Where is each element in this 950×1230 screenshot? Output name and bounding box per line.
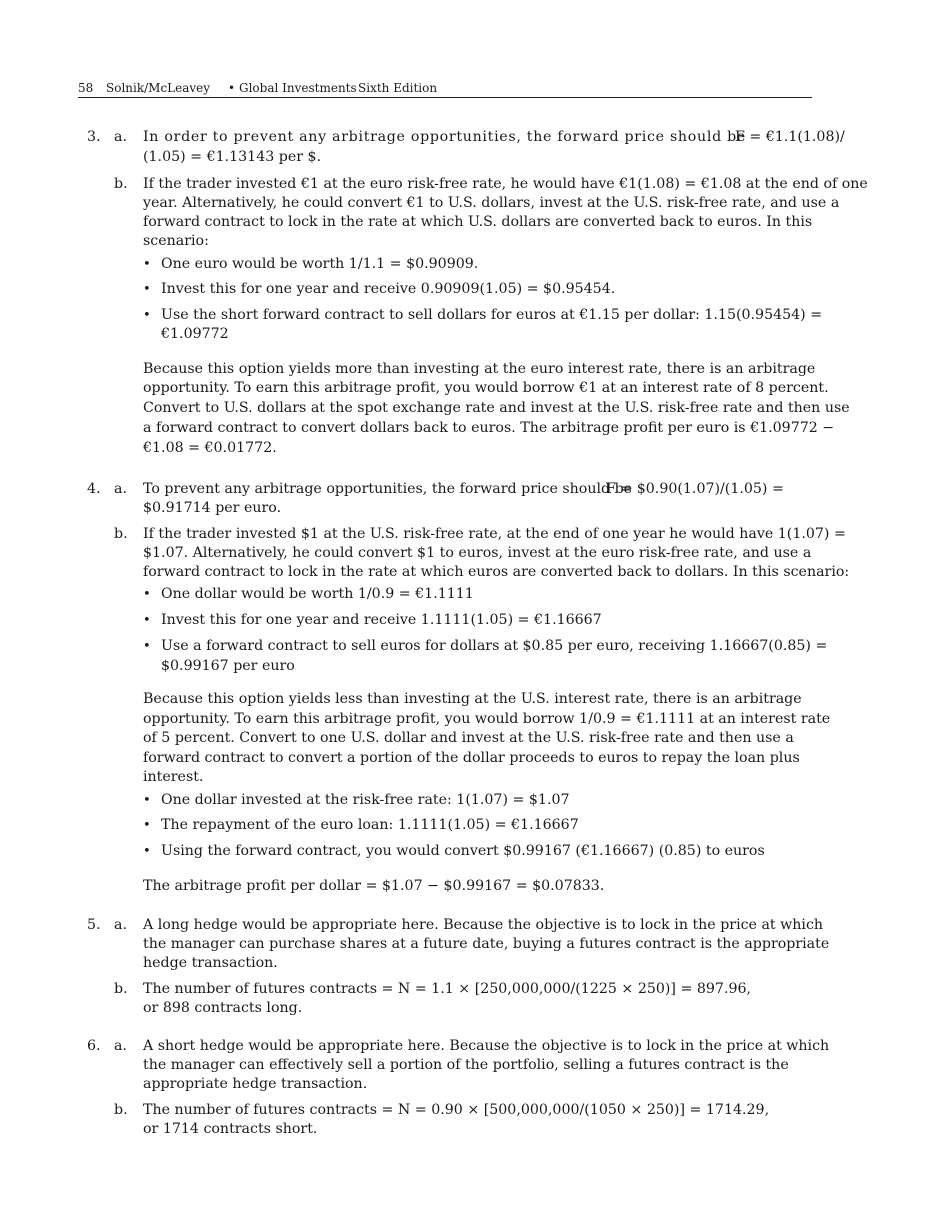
q4-bullet-3-cont: $0.99167 per euro (161, 658, 295, 674)
q6a-line-1: A short hedge would be appropriate here. Because the objective is to lock in the price at which (143, 1038, 830, 1054)
bullet-icon: • (143, 282, 151, 297)
q4-paragraph-line-4: forward contract to convert a portion of the dollar proceeds to euros to repay the loan plus (143, 750, 800, 766)
q4a-line-1: To prevent any arbitrage opportunities, the forward price should be (143, 481, 633, 497)
q4b-line-1: If the trader invested $1 at the U.S. risk-free rate, at the end of one year he would have 1(1.07) = (143, 526, 846, 542)
q6b-line-1: The number of futures contracts = N = 0.90 × [500,000,000/(1050 × 250)] = 1714.29, (143, 1102, 770, 1118)
part-label: a. (114, 129, 127, 145)
header-book-title: Global Investments (239, 81, 357, 95)
q3-bullet-3: Use the short forward contract to sell dollars for euros at €1.15 per dollar: 1.15(0.95454) = (161, 307, 823, 323)
q4a-line-2: $0.91714 per euro. (143, 500, 282, 516)
q3b-line-3: forward contract to lock in the rate at which U.S. dollars are converted back to euros. In this (143, 214, 813, 230)
q6a-line-3: appropriate hedge transaction. (143, 1076, 368, 1092)
q4b-line-3: forward contract to lock in the rate at which euros are converted back to dollars. In this scenario: (143, 564, 850, 580)
q4a-formula: F = $0.90(1.07)/(1.05) = (606, 481, 784, 497)
q3-bullet-2: Invest this for one year and receive 0.90909(1.05) = $0.95454. (161, 281, 616, 297)
q3a-formula: F = €1.1(1.08)/ (735, 129, 845, 145)
bullet-icon: • (143, 587, 151, 602)
q5a-line-2: the manager can purchase shares at a future date, buying a futures contract is the appropriate (143, 936, 830, 952)
q3b-line-1: If the trader invested €1 at the euro risk-free rate, he would have €1(1.08) = €1.08 at the end of one (143, 176, 868, 192)
part-label: a. (114, 481, 127, 497)
q4-bullet-1: One dollar would be worth 1/0.9 = €1.1111 (161, 586, 474, 602)
question-number: 4. (87, 481, 101, 497)
bullet-icon: • (143, 844, 151, 859)
bullet-icon: • (143, 257, 151, 272)
q3-paragraph-line-2: opportunity. To earn this arbitrage profit, you would borrow €1 at an interest rate of 8 percent. (143, 380, 829, 396)
bullet-icon: • (143, 818, 151, 833)
q4-bullet2-1: One dollar invested at the risk-free rate: 1(1.07) = $1.07 (161, 792, 570, 808)
q4-profit-line: The arbitrage profit per dollar = $1.07 − $0.99167 = $0.07833. (143, 878, 605, 894)
q4-paragraph-line-2: opportunity. To earn this arbitrage profit, you would borrow 1/0.9 = €1.1111 at an interest rate (143, 711, 831, 727)
q4-paragraph-line-3: of 5 percent. Convert to one U.S. dollar and invest at the U.S. risk-free rate and then use a (143, 730, 794, 746)
question-number: 5. (87, 917, 101, 933)
running-header (78, 81, 812, 98)
header-edition: Sixth Edition (358, 81, 438, 95)
q5b-line-1: The number of futures contracts = N = 1.1 × [250,000,000/(1225 × 250)] = 897.96, (143, 981, 752, 997)
q5b-line-2: or 898 contracts long. (143, 1000, 303, 1016)
question-number: 6. (87, 1038, 101, 1054)
q4-bullet2-2: The repayment of the euro loan: 1.1111(1.05) = €1.16667 (161, 817, 579, 833)
bullet-icon: • (143, 639, 151, 654)
part-label: b. (114, 1102, 128, 1118)
q3b-line-2: year. Alternatively, he could convert €1 to U.S. dollars, invest at the U.S. risk-free rate, and use a (143, 195, 840, 211)
q4-bullet-2: Invest this for one year and receive 1.1111(1.05) = €1.16667 (161, 612, 602, 628)
q4b-line-2: $1.07. Alternatively, he could convert $1 to euros, invest at the euro risk-free rate, and use a (143, 545, 812, 561)
page-number: 58 (78, 81, 94, 95)
q6b-line-2: or 1714 contracts short. (143, 1121, 318, 1137)
q4-paragraph-line-5: interest. (143, 769, 204, 785)
q3-bullet-3-cont: €1.09772 (161, 326, 229, 342)
q3a-line-1: In order to prevent any arbitrage opportunities, the forward price should be (143, 129, 746, 145)
q3b-line-4: scenario: (143, 233, 209, 249)
q6a-line-2: the manager can effectively sell a portion of the portfolio, selling a futures contract is the (143, 1057, 789, 1073)
part-label: a. (114, 917, 127, 933)
part-label: a. (114, 1038, 127, 1054)
q3-paragraph-line-4: a forward contract to convert dollars back to euros. The arbitrage profit per euro is €1.09772 − (143, 420, 835, 436)
q5a-line-3: hedge transaction. (143, 955, 278, 971)
part-label: b. (114, 526, 128, 542)
question-number: 3. (87, 129, 101, 145)
q3-bullet-1: One euro would be worth 1/1.1 = $0.90909. (161, 256, 479, 272)
part-label: b. (114, 981, 128, 997)
q3a-line-2: (1.05) = €1.13143 per $. (143, 149, 322, 165)
part-label: b. (114, 176, 128, 192)
q3-paragraph-line-3: Convert to U.S. dollars at the spot exchange rate and invest at the U.S. risk-free rate and then use (143, 400, 850, 416)
q3-paragraph-line-5: €1.08 = €0.01772. (143, 440, 277, 456)
header-authors: Solnik/McLeavey (106, 81, 211, 95)
bullet-icon: • (143, 613, 151, 628)
q4-paragraph-line-1: Because this option yields less than investing at the U.S. interest rate, there is an arbitrage (143, 691, 802, 707)
q4-bullet-3: Use a forward contract to sell euros for dollars at $0.85 per euro, receiving 1.16667(0.85) = (161, 638, 828, 654)
q4-bullet2-3: Using the forward contract, you would convert $0.99167 (€1.16667) (0.85) to euros (161, 843, 765, 859)
header-bullet: • (228, 81, 236, 95)
q3-paragraph-line-1: Because this option yields more than investing at the euro interest rate, there is an arbitrage (143, 361, 816, 377)
bullet-icon: • (143, 308, 151, 323)
bullet-icon: • (143, 793, 151, 808)
q5a-line-1: A long hedge would be appropriate here. Because the objective is to lock in the price at which (143, 917, 824, 933)
